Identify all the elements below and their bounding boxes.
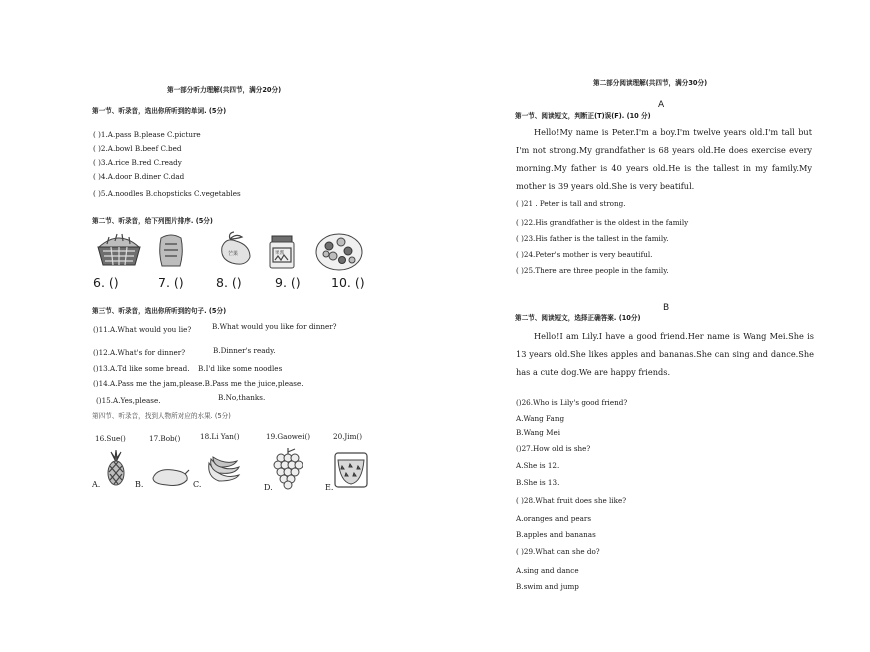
passage-a: Hello!My name is Peter.I'm a boy.I'm twelve years old.I'm tall but I'm not strong.My grandfather is 68 years old.He does exercise every morning.My father is 40 years old.He is the tallest in my family.My mother is 39 years old.She is very beatiful.: [516, 127, 812, 191]
mango-label: 芒果: [228, 251, 239, 257]
question-22: ( )22.His grandfather is the oldest in the family: [516, 218, 689, 227]
jam-jar-picture: [266, 234, 298, 270]
name-20: 20.Jim(): [333, 432, 363, 441]
question-23: ( )23.His father is the tallest in the family.: [516, 234, 669, 243]
passage-a-letter: A: [658, 100, 665, 110]
option-c-letter: C.: [193, 480, 202, 489]
question-26-option-b: B.Wang Mei: [516, 428, 561, 437]
option-e-letter: E.: [325, 483, 334, 492]
section2-heading: 第二节、听录音，给下列图片排序. (5分): [92, 217, 213, 225]
bananas-picture: [205, 455, 243, 487]
question-28-option-b: B.apples and bananas: [516, 530, 596, 539]
section1-heading: 第一节、听录音，选出你所听到的单词. (5分): [92, 107, 227, 115]
question-4: ( )4.A.door B.diner C.dad: [93, 172, 185, 181]
watermelon-picture: [334, 452, 368, 488]
pineapple-picture: [105, 450, 127, 486]
salad-bowl-picture: [314, 232, 364, 272]
question-13-b: B.I'd like some noodles: [198, 364, 283, 373]
name-18: 18.Li Yan(): [200, 432, 240, 441]
section3-heading: 第三节、听录音，选出你所听到的句子. (5分): [92, 307, 227, 315]
question-26-option-a: A.Wang Fang: [516, 414, 565, 423]
bread-basket-picture: [95, 233, 143, 267]
picture-9-label: 9. (): [275, 275, 301, 290]
question-21: ( )21 . Peter is tall and strong.: [516, 199, 626, 208]
question-3: ( )3.A.rice B.red C.ready: [93, 158, 182, 167]
question-25: ( )25.There are three people in the family.: [516, 266, 669, 275]
name-17: 17.Bob(): [149, 434, 181, 443]
option-d-letter: D.: [264, 483, 273, 492]
question-29-option-b: B.swim and jump: [516, 582, 579, 591]
question-24: ( )24.Peter's mother is very beautiful.: [516, 250, 653, 259]
question-2: ( )2.A.bowl B.beef C.bed: [93, 144, 182, 153]
name-19: 19.Gaowei(): [266, 432, 311, 441]
question-28: ( )28.What fruit does she like?: [516, 496, 627, 505]
mango-picture: [216, 231, 256, 267]
question-27: ()27.How old is she?: [516, 444, 591, 453]
part1-title: 第一部分听力理解(共四节，满分20分): [167, 86, 282, 94]
name-16: 16.Sue(): [95, 434, 126, 443]
question-29-option-a: A.sing and dance: [516, 566, 579, 575]
question-27-option-b: B.She is 13.: [516, 478, 560, 487]
mango-fruit-picture: [151, 466, 191, 488]
reading-section2-heading: 第二节、阅读短文，选择正确答案. (10分): [515, 314, 641, 322]
reading-section1-heading: 第一节、阅读短文，判断正(T)误(F). (10 分): [515, 112, 651, 120]
question-5: ( )5.A.noodles B.chopsticks C.vegetables: [93, 189, 241, 198]
question-13-a: ()13.A.Td like some bread.: [93, 364, 190, 373]
bread-loaf-picture: [156, 234, 186, 268]
picture-6-label: 6. (): [93, 275, 119, 290]
question-12-b: B.Dinner's ready.: [213, 346, 276, 355]
question-29: ( )29.What can she do?: [516, 547, 600, 556]
question-11-a: ()11.A.What would you lie?: [93, 325, 192, 334]
passage-b: Hello!I am Lily.I have a good friend.Her name is Wang Mei.She is 13 years old.She likes apples and bananas.She can sing and dance.She has a cute dog.We are happy friends.: [516, 331, 814, 377]
grapes-picture: [273, 448, 303, 490]
passage-b-letter: B: [663, 303, 670, 313]
question-1: ( )1.A.pass B.please C.picture: [93, 130, 201, 139]
question-14: ()14.A.Pass me the jam,please.B.Pass me the juice,please.: [93, 379, 304, 388]
question-28-option-a: A.oranges and pears: [516, 514, 592, 523]
part2-title: 第二部分阅读理解(共四节，满分30分): [593, 79, 708, 87]
question-27-option-a: A.She is 12.: [516, 461, 560, 470]
question-26: ()26.Who is Lily's good friend?: [516, 398, 628, 407]
question-12-a: ()12.A.What's for dinner?: [93, 348, 186, 357]
option-b-letter: B.: [135, 480, 144, 489]
jam-label: 果酱: [275, 251, 285, 256]
option-a-letter: A.: [92, 480, 101, 489]
question-15-b: B.No,thanks.: [218, 393, 266, 402]
picture-10-label: 10. (): [331, 275, 365, 290]
section4-heading: 第四节、听录音，找到人物所对应的水果. (5分): [92, 412, 231, 420]
picture-8-label: 8. (): [216, 275, 242, 290]
question-15-a: ()15.A.Yes,please.: [96, 396, 161, 405]
question-11-b: B.What would you like for dinner?: [212, 322, 337, 331]
picture-7-label: 7. (): [158, 275, 184, 290]
